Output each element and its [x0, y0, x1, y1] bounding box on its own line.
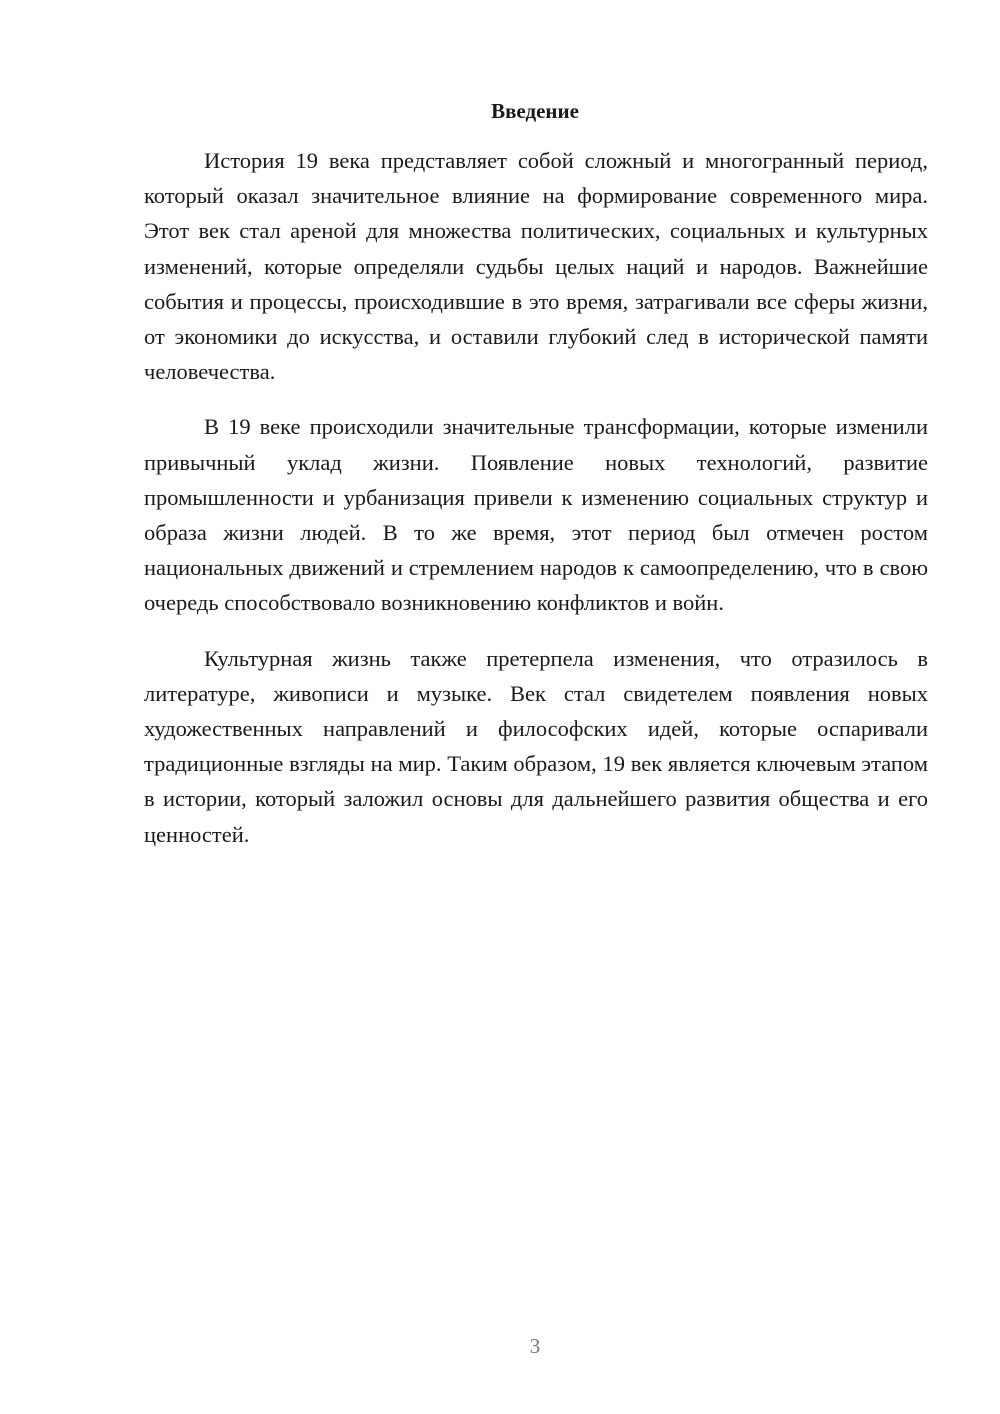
page-number: 3: [529, 1334, 541, 1358]
paragraph-3: Культурная жизнь также претерпела изменения, что отразилось в литературе, живописи и музыке. Век стал свидетелем появления новых художественных направлений и философских идей, которые оспаривали традиционные взгляды на мир. Таким образом, 19 век является ключевым этапом в истории, который заложил основы для дальнейшего развития общества и его ценностей.: [144, 645, 928, 847]
page-title: Введение: [491, 99, 579, 123]
document-body: [144, 143, 928, 872]
paragraph-2: В 19 веке происходили значительные трансформации, которые изменили привычный уклад жизни. Появление новых технологий, развитие промышленности и урбанизация привели к изменению социальных структур и образа жизни людей. В то же время, этот период был отмечен ростом национальных движений и стремлением народов к самоопределению, что в свою очередь способствовало возникновению конфликтов и войн.: [144, 414, 928, 616]
paragraph-1: История 19 века представляет собой сложный и многогранный период, который оказал значительное влияние на формирование современного мира. Этот век стал ареной для множества политических, социальных и культурных изменений, которые определяли судьбы целых наций и народов. Важнейшие события и процессы, происходившие в это время, затрагивали все сферы жизни, от экономики до искусства, и оставили глубокий след в исторической памяти человечества.: [144, 148, 928, 385]
